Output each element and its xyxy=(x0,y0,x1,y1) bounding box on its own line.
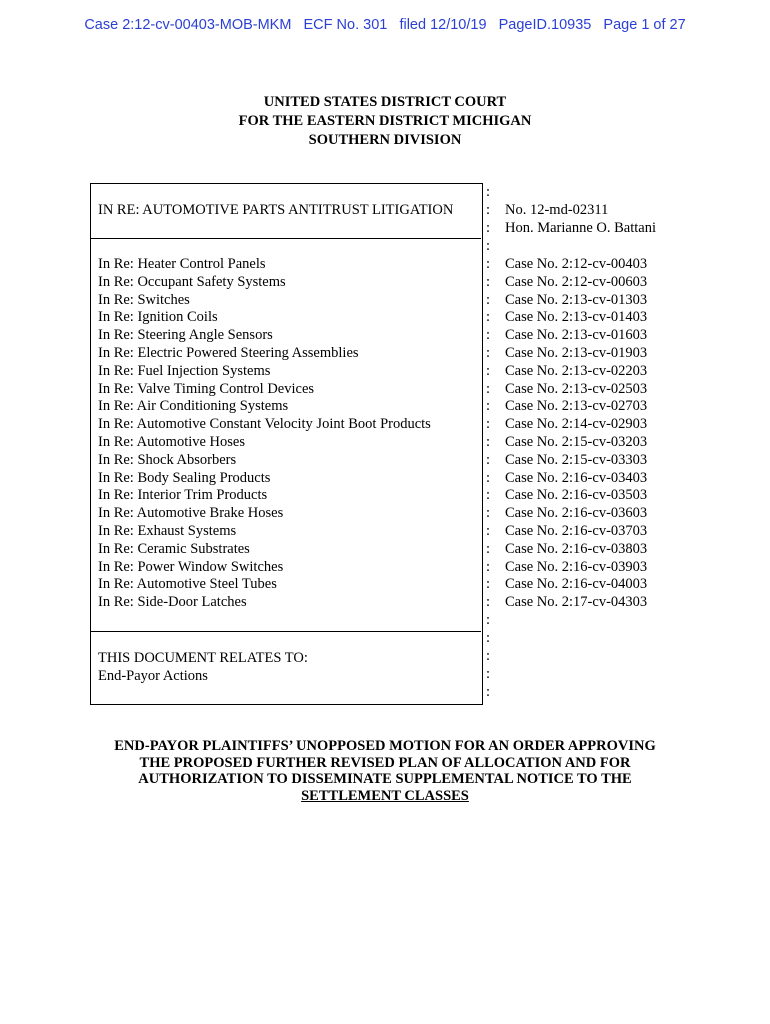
case-name: In Re: Interior Trim Products xyxy=(98,487,268,504)
motion-title-line-3: AUTHORIZATION TO DISSEMINATE SUPPLEMENTAL NOTICE TO THE xyxy=(138,771,632,787)
case-number: Case No. 2:13-cv-02703 xyxy=(505,398,648,415)
case-number: Case No. 2:16-cv-03603 xyxy=(505,505,648,522)
caption-colon: : xyxy=(486,202,491,218)
caption-divider-bottom xyxy=(90,631,481,632)
case-name: In Re: Shock Absorbers xyxy=(98,451,237,468)
case-number: Case No. 2:13-cv-01303 xyxy=(505,291,648,308)
header-page-id: PageID.10935 xyxy=(498,17,592,33)
case-number: Case No. 2:16-cv-03503 xyxy=(505,487,648,504)
caption-colon: : xyxy=(486,434,491,450)
relates-value: End-Payor Actions xyxy=(98,668,208,684)
case-name: In Re: Body Sealing Products xyxy=(98,469,271,486)
relates-label: THIS DOCUMENT RELATES TO: xyxy=(98,650,308,666)
motion-title xyxy=(0,738,770,804)
caption-colon: : xyxy=(486,451,491,468)
caption-colon: : xyxy=(486,630,491,646)
case-number: Case No. 2:14-cv-02903 xyxy=(505,416,648,433)
caption-colon: : xyxy=(486,184,491,200)
main-case-title: IN RE: AUTOMOTIVE PARTS ANTITRUST LITIGATION xyxy=(98,202,454,218)
case-name: In Re: Ignition Coils xyxy=(98,309,218,326)
case-number: Case No. 2:15-cv-03303 xyxy=(505,451,648,468)
case-name: In Re: Power Window Switches xyxy=(98,558,284,575)
case-name: In Re: Side-Door Latches xyxy=(98,594,247,611)
court-name: UNITED STATES DISTRICT COURT xyxy=(263,94,507,110)
case-number: Case No. 2:16-cv-03803 xyxy=(505,540,648,557)
motion-title-line-4: SETTLEMENT CLASSES xyxy=(301,787,469,804)
caption-colon: : xyxy=(486,220,491,236)
caption-colon: : xyxy=(486,309,491,326)
header-case-number: Case 2:12-cv-00403-MOB-MKM xyxy=(84,17,292,33)
caption-colon: : xyxy=(486,576,491,593)
judge-name: Hon. Marianne O. Battani xyxy=(505,220,657,236)
caption-colon: : xyxy=(486,398,491,415)
caption-divider-top xyxy=(90,238,481,239)
case-number: Case No. 2:16-cv-03403 xyxy=(505,469,648,486)
case-name: In Re: Steering Angle Sensors xyxy=(98,327,273,344)
case-number: Case No. 2:13-cv-02503 xyxy=(505,380,648,397)
caption-colon: : xyxy=(486,362,491,379)
caption-colon: : xyxy=(486,380,491,397)
main-case-number: No. 12-md-02311 xyxy=(505,202,609,218)
case-name-list xyxy=(98,256,431,612)
case-name: In Re: Automotive Steel Tubes xyxy=(98,576,277,593)
case-number: Case No. 2:16-cv-04003 xyxy=(505,576,648,593)
caption-colon: : xyxy=(486,487,491,504)
caption-colon: : xyxy=(486,238,491,254)
case-name: In Re: Switches xyxy=(98,291,190,308)
case-name: In Re: Occupant Safety Systems xyxy=(98,273,286,290)
caption-colon: : xyxy=(486,327,491,344)
caption-colon: : xyxy=(486,612,491,628)
caption-colon: : xyxy=(486,523,491,539)
case-name: In Re: Air Conditioning Systems xyxy=(98,398,289,415)
caption-colon: : xyxy=(486,345,491,361)
caption-colon: : xyxy=(486,666,491,682)
caption-colon: : xyxy=(486,273,491,290)
header-page-count: Page 1 of 27 xyxy=(603,17,686,33)
caption-colon: : xyxy=(486,256,491,272)
case-name: In Re: Ceramic Substrates xyxy=(98,540,250,557)
caption-colon: : xyxy=(486,469,491,486)
case-number: Case No. 2:15-cv-03203 xyxy=(505,433,648,450)
case-name: In Re: Automotive Hoses xyxy=(98,433,246,450)
case-name: In Re: Heater Control Panels xyxy=(98,256,266,272)
case-number: Case No. 2:17-cv-04303 xyxy=(505,594,648,611)
case-number: Case No. 2:12-cv-00403 xyxy=(505,256,648,272)
caption-colon: : xyxy=(486,416,491,433)
caption-colon: : xyxy=(486,684,491,700)
caption-colon: : xyxy=(486,540,491,557)
caption-colon: : xyxy=(486,291,491,308)
case-name: In Re: Fuel Injection Systems xyxy=(98,362,271,379)
case-number-list xyxy=(505,256,647,612)
case-number: Case No. 2:12-cv-00603 xyxy=(505,273,648,290)
court-district: FOR THE EASTERN DISTRICT MICHIGAN xyxy=(238,113,532,129)
header-ecf-number: ECF No. 301 xyxy=(303,17,388,33)
ecf-header xyxy=(0,17,770,33)
case-number: Case No. 2:13-cv-02203 xyxy=(505,362,648,379)
case-name: In Re: Exhaust Systems xyxy=(98,522,237,539)
header-filed-date: filed 12/10/19 xyxy=(399,17,487,33)
case-name: In Re: Automotive Brake Hoses xyxy=(98,505,284,522)
court-division: SOUTHERN DIVISION xyxy=(308,132,462,148)
caption-colon: : xyxy=(486,594,491,611)
court-heading xyxy=(0,93,770,150)
motion-title-line-2: THE PROPOSED FURTHER REVISED PLAN OF ALLOCATION AND FOR xyxy=(139,754,631,771)
case-number: Case No. 2:13-cv-01603 xyxy=(505,327,648,344)
case-name: In Re: Valve Timing Control Devices xyxy=(98,380,315,397)
motion-title-line-1: END-PAYOR PLAINTIFFS’ UNOPPOSED MOTION FOR AN ORDER APPROVING xyxy=(114,738,656,754)
case-number: Case No. 2:16-cv-03703 xyxy=(505,522,648,539)
caption-colon: : xyxy=(486,505,491,522)
caption-colon: : xyxy=(486,558,491,575)
case-number: Case No. 2:16-cv-03903 xyxy=(505,558,648,575)
case-number: Case No. 2:13-cv-01403 xyxy=(505,309,648,326)
case-number: Case No. 2:13-cv-01903 xyxy=(505,344,648,361)
case-name: In Re: Electric Powered Steering Assemblies xyxy=(98,344,359,361)
case-name: In Re: Automotive Constant Velocity Joint Boot Products xyxy=(98,416,431,433)
caption-colon: : xyxy=(486,648,491,664)
